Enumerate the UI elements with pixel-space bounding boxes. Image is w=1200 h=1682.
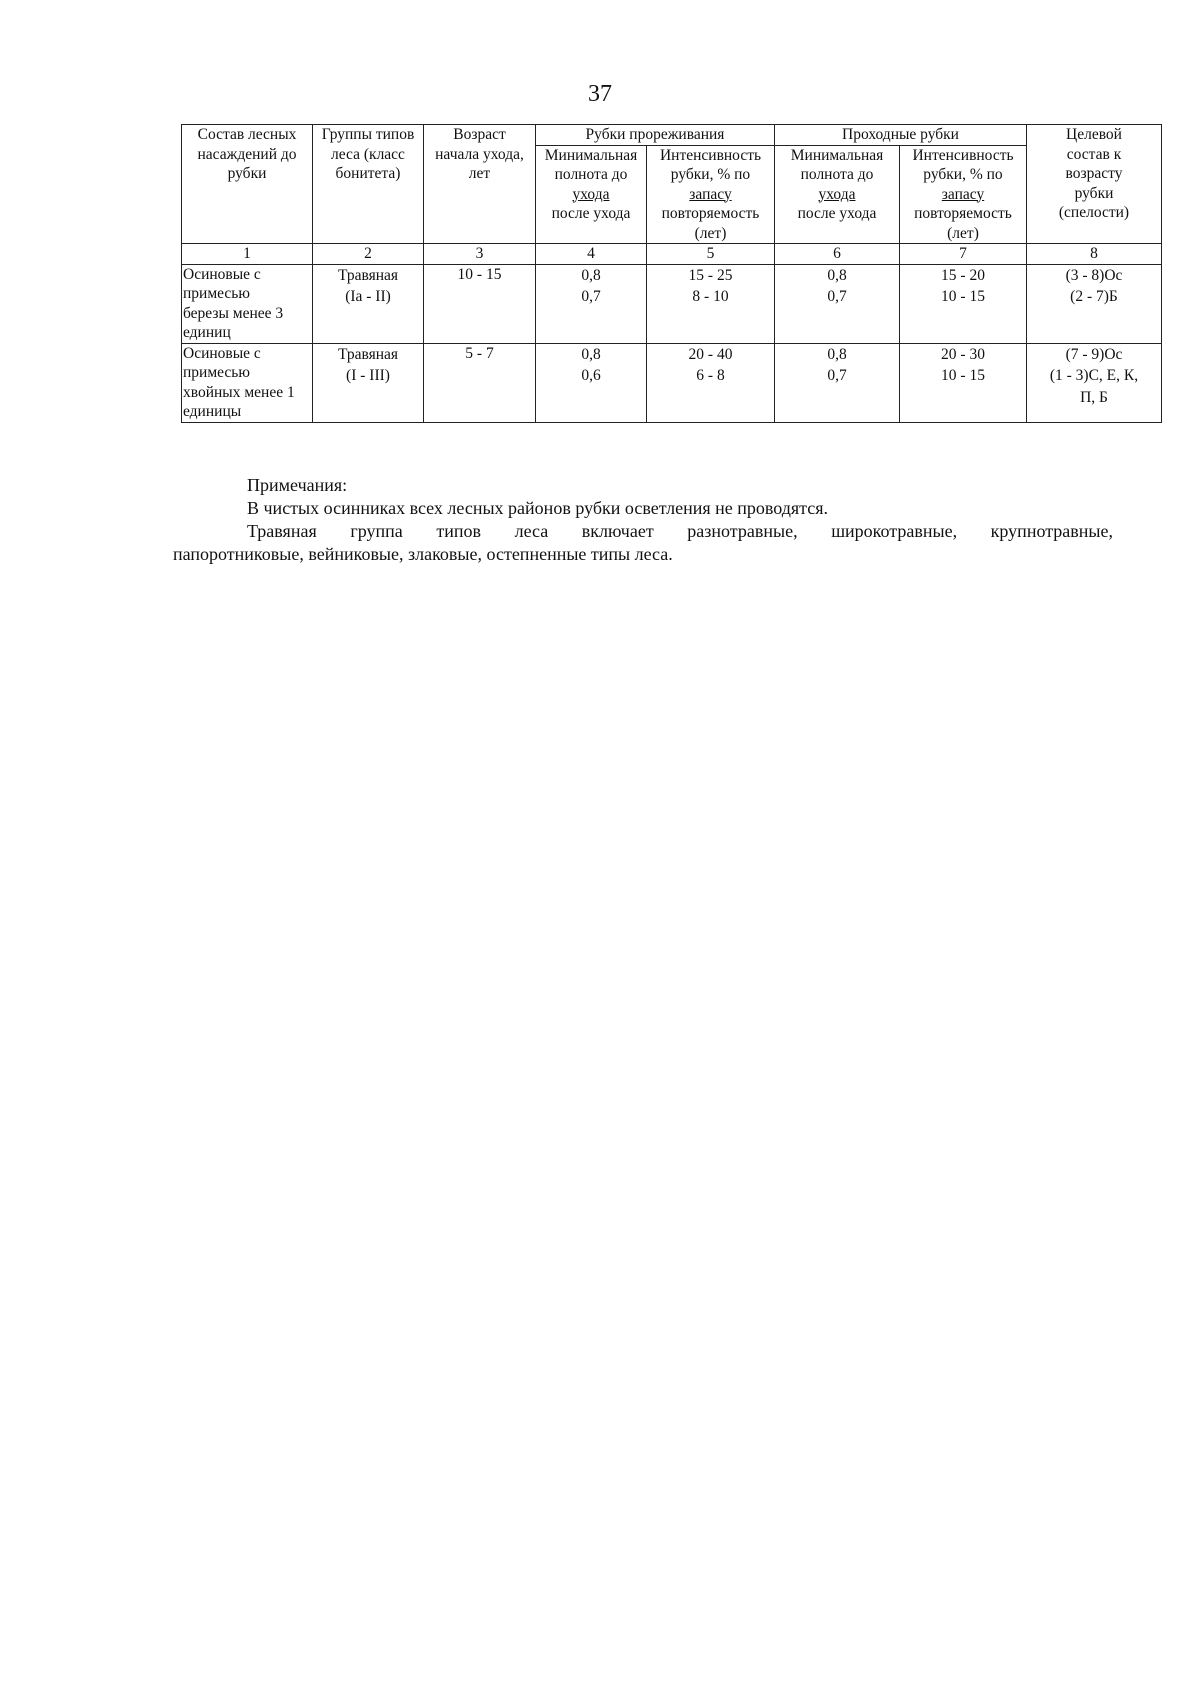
row-age: 5 - 7 <box>424 343 536 422</box>
note-line-2b: папоротниковые, вейниковые, злаковые, остепненные типы леса. <box>173 544 673 564</box>
note-line-1: В чистых осинниках всех лесных районов рубки осветления не проводятся. <box>247 498 829 518</box>
row-thin-density: 0,8 0,7 <box>536 264 647 343</box>
column-number: 5 <box>647 244 775 265</box>
column-number: 2 <box>313 244 424 265</box>
row-age: 10 - 15 <box>424 264 536 343</box>
header-thin-min-density: Минимальная полнота до ухода <box>536 145 647 204</box>
column-number: 4 <box>536 244 647 265</box>
column-number: 1 <box>182 244 313 265</box>
row-composition: Осиновые с примесью березы менее 3 единиц <box>182 264 313 343</box>
header-composition: Состав лесных насаждений до рубки <box>182 125 313 244</box>
row-pass-intensity: 20 - 30 10 - 15 <box>900 343 1027 422</box>
header-target-composition: Целевой состав к возрасту рубки (спелости) <box>1027 125 1162 244</box>
header-pass-after: после ухода <box>775 204 900 244</box>
header-thin-after: после ухода <box>536 204 647 244</box>
header-thin-intensity: Интенсивность рубки, % по запасу <box>647 145 775 204</box>
column-number: 3 <box>424 244 536 265</box>
row-thin-intensity: 20 - 40 6 - 8 <box>647 343 775 422</box>
row-pass-density: 0,8 0,7 <box>775 264 900 343</box>
header-thin-repeat: повторяемость (лет) <box>647 204 775 244</box>
column-number: 8 <box>1027 244 1162 265</box>
header-pass-repeat: повторяемость (лет) <box>900 204 1027 244</box>
row-forest-group: Травяная (I - III) <box>313 343 424 422</box>
note-line-2a: Травяная группа типов леса включает разнотравные, широкотравные, крупнотравные, <box>247 521 1113 541</box>
header-thinning: Рубки прореживания <box>536 125 775 146</box>
column-number: 7 <box>900 244 1027 265</box>
header-passage-cuts: Проходные рубки <box>775 125 1027 146</box>
thinning-norms-table <box>181 124 1162 423</box>
page-number: 37 <box>588 81 612 107</box>
table-row <box>182 343 1162 422</box>
row-pass-intensity: 15 - 20 10 - 15 <box>900 264 1027 343</box>
row-thin-intensity: 15 - 25 8 - 10 <box>647 264 775 343</box>
row-composition: Осиновые с примесью хвойных менее 1 единицы <box>182 343 313 422</box>
table-row <box>182 264 1162 343</box>
row-pass-density: 0,8 0,7 <box>775 343 900 422</box>
row-forest-group: Травяная (Iа - II) <box>313 264 424 343</box>
header-forest-groups: Группы типов леса (класс бонитета) <box>313 125 424 244</box>
header-age: Возраст начала ухода, лет <box>424 125 536 244</box>
notes-section <box>173 474 1113 566</box>
header-pass-min-density: Минимальная полнота до ухода <box>775 145 900 204</box>
column-number: 6 <box>775 244 900 265</box>
row-target-composition: (7 - 9)Ос (1 - 3)С, Е, К, П, Б <box>1027 343 1162 422</box>
notes-heading: Примечания: <box>247 475 348 495</box>
row-target-composition: (3 - 8)Ос (2 - 7)Б <box>1027 264 1162 343</box>
header-pass-intensity: Интенсивность рубки, % по запасу <box>900 145 1027 204</box>
row-thin-density: 0,8 0,6 <box>536 343 647 422</box>
column-number-row <box>182 244 1162 265</box>
